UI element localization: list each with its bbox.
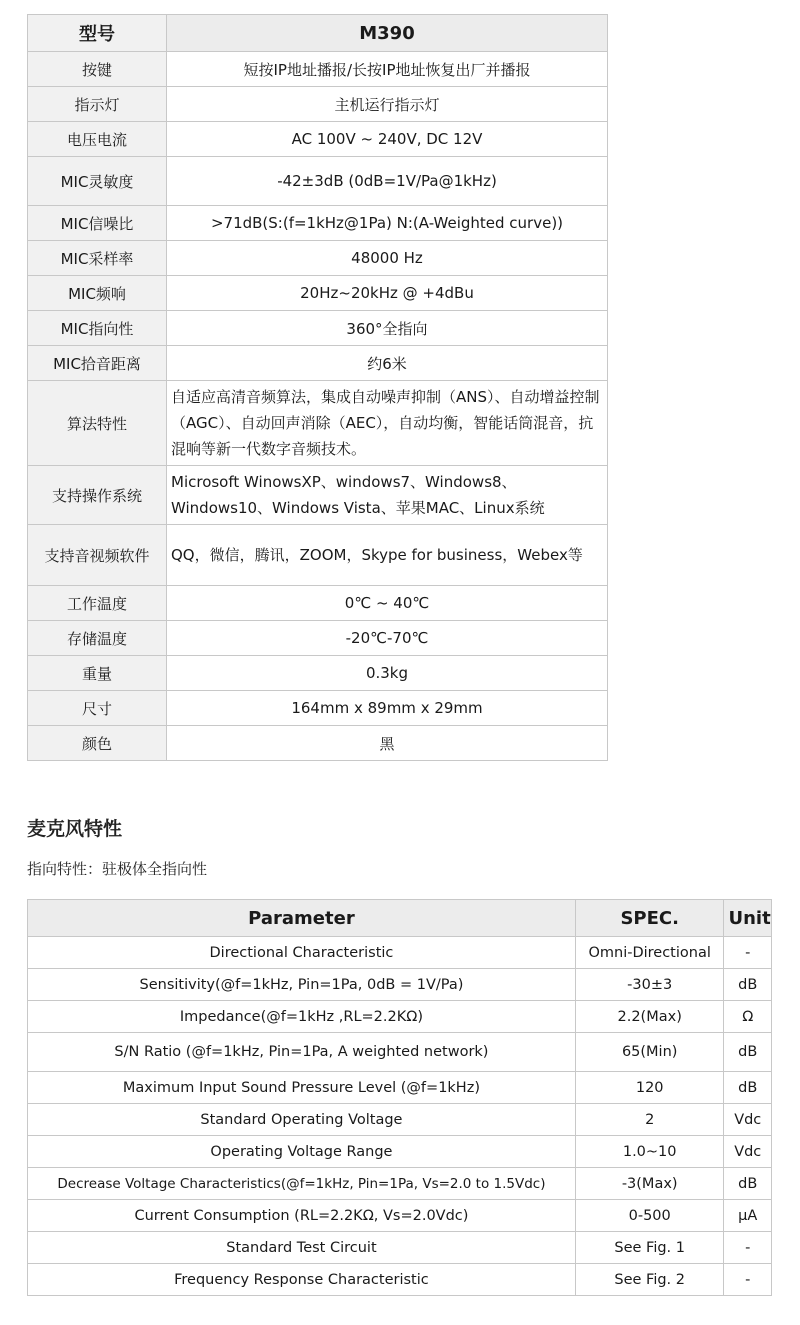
table-row [28, 1001, 772, 1033]
spec-header: SPEC. [575, 900, 724, 937]
parameter-cell: Frequency Response Characteristic [28, 1264, 576, 1296]
parameter-cell: Impedance(@f=1kHz ,RL=2.2KΩ) [28, 1001, 576, 1033]
table-row [28, 726, 608, 761]
row-value: 主机运行指示灯 [167, 87, 608, 122]
spec-cell: 65(Min) [575, 1033, 724, 1072]
unit-cell: dB [724, 1072, 772, 1104]
table-row [28, 1168, 772, 1200]
table-row [28, 621, 608, 656]
table-row [28, 969, 772, 1001]
row-label: 支持音视频软件 [28, 525, 167, 586]
parameter-cell: Directional Characteristic [28, 937, 576, 969]
row-value: AC 100V ~ 240V, DC 12V [167, 122, 608, 157]
row-value: 短按IP地址播报/长按IP地址恢复出厂并播报 [167, 52, 608, 87]
table-row [28, 1104, 772, 1136]
unit-cell: dB [724, 1033, 772, 1072]
row-label: 工作温度 [28, 586, 167, 621]
table-row [28, 311, 608, 346]
unit-cell: Vdc [724, 1136, 772, 1168]
row-label: 电压电流 [28, 122, 167, 157]
row-label: 算法特性 [28, 381, 167, 466]
table-row [28, 1136, 772, 1168]
row-label: MIC频响 [28, 276, 167, 311]
parameter-cell: S/N Ratio (@f=1kHz, Pin=1Pa, A weighted network) [28, 1033, 576, 1072]
unit-cell: Vdc [724, 1104, 772, 1136]
row-value: 360°全指向 [167, 311, 608, 346]
parameter-cell: Standard Operating Voltage [28, 1104, 576, 1136]
row-label: MIC采样率 [28, 241, 167, 276]
row-label: MIC信噪比 [28, 206, 167, 241]
section-subtitle: 指向特性：驻极体全指向性 [27, 860, 208, 878]
table-row [28, 206, 608, 241]
spec-cell: 2.2(Max) [575, 1001, 724, 1033]
table-row [28, 691, 608, 726]
table-row [28, 87, 608, 122]
parameter-cell: Decrease Voltage Characteristics(@f=1kHz, Pin=1Pa, Vs=2.0 to 1.5Vdc) [28, 1168, 576, 1200]
section-title: 麦克风特性 [27, 818, 123, 840]
unit-cell: dB [724, 1168, 772, 1200]
unit-cell: - [724, 1264, 772, 1296]
spec-cell: 2 [575, 1104, 724, 1136]
param-table [27, 899, 772, 1296]
param-table-header [28, 900, 772, 937]
table-row [28, 381, 608, 466]
parameter-cell: Standard Test Circuit [28, 1232, 576, 1264]
unit-cell: - [724, 1232, 772, 1264]
row-label: MIC拾音距离 [28, 346, 167, 381]
unit-header: Unit [724, 900, 772, 937]
unit-cell: - [724, 937, 772, 969]
row-label: 存储温度 [28, 621, 167, 656]
spec-cell: 0-500 [575, 1200, 724, 1232]
parameter-cell: Maximum Input Sound Pressure Level (@f=1kHz) [28, 1072, 576, 1104]
spec-table [27, 14, 608, 761]
row-value: Microsoft WinowsXP、windows7、Windows8、Windows10、Windows Vista、苹果MAC、Linux系统 [167, 466, 608, 525]
parameter-cell: Sensitivity(@f=1kHz, Pin=1Pa, 0dB = 1V/Pa) [28, 969, 576, 1001]
row-label: 按键 [28, 52, 167, 87]
parameter-header: Parameter [28, 900, 576, 937]
unit-cell: Ω [724, 1001, 772, 1033]
row-label: 颜色 [28, 726, 167, 761]
row-value: 0℃ ~ 40℃ [167, 586, 608, 621]
table-row [28, 466, 608, 525]
table-row [28, 1200, 772, 1232]
table-row [28, 346, 608, 381]
spec-cell: See Fig. 2 [575, 1264, 724, 1296]
table-row [28, 586, 608, 621]
model-value: M390 [167, 15, 608, 52]
table-row [28, 1264, 772, 1296]
table-row [28, 1072, 772, 1104]
spec-cell: See Fig. 1 [575, 1232, 724, 1264]
row-value: 黑 [167, 726, 608, 761]
row-label: MIC指向性 [28, 311, 167, 346]
table-row [28, 656, 608, 691]
row-label: MIC灵敏度 [28, 157, 167, 206]
table-row [28, 1232, 772, 1264]
row-value: 164mm x 89mm x 29mm [167, 691, 608, 726]
row-value: 约6米 [167, 346, 608, 381]
row-value: -42±3dB (0dB=1V/Pa@1kHz) [167, 157, 608, 206]
table-row [28, 122, 608, 157]
row-value: >71dB(S:(f=1kHz@1Pa) N:(A-Weighted curve)) [167, 206, 608, 241]
table-row [28, 1033, 772, 1072]
row-value: 48000 Hz [167, 241, 608, 276]
spec-cell: -30±3 [575, 969, 724, 1001]
unit-cell: dB [724, 969, 772, 1001]
parameter-cell: Operating Voltage Range [28, 1136, 576, 1168]
model-label: 型号 [28, 15, 167, 52]
row-label: 指示灯 [28, 87, 167, 122]
table-row [28, 937, 772, 969]
spec-cell: 120 [575, 1072, 724, 1104]
spec-cell: -3(Max) [575, 1168, 724, 1200]
row-value: 自适应高清音频算法，集成自动噪声抑制（ANS）、自动增益控制（AGC）、自动回声消除（AEC），自动均衡，智能话筒混音，抗混响等新一代数字音频技术。 [167, 381, 608, 466]
row-value: QQ，微信，腾讯，ZOOM，Skype for business，Webex等 [167, 525, 608, 586]
spec-cell: Omni-Directional [575, 937, 724, 969]
table-row [28, 52, 608, 87]
table-row [28, 276, 608, 311]
table-row [28, 241, 608, 276]
row-label: 支持操作系统 [28, 466, 167, 525]
table-row [28, 157, 608, 206]
row-label: 尺寸 [28, 691, 167, 726]
row-value: 0.3kg [167, 656, 608, 691]
table-row [28, 525, 608, 586]
spec-cell: 1.0~10 [575, 1136, 724, 1168]
spec-table-header [28, 15, 608, 52]
row-label: 重量 [28, 656, 167, 691]
unit-cell: μA [724, 1200, 772, 1232]
row-value: -20℃-70℃ [167, 621, 608, 656]
row-value: 20Hz~20kHz @ +4dBu [167, 276, 608, 311]
parameter-cell: Current Consumption (RL=2.2KΩ, Vs=2.0Vdc) [28, 1200, 576, 1232]
